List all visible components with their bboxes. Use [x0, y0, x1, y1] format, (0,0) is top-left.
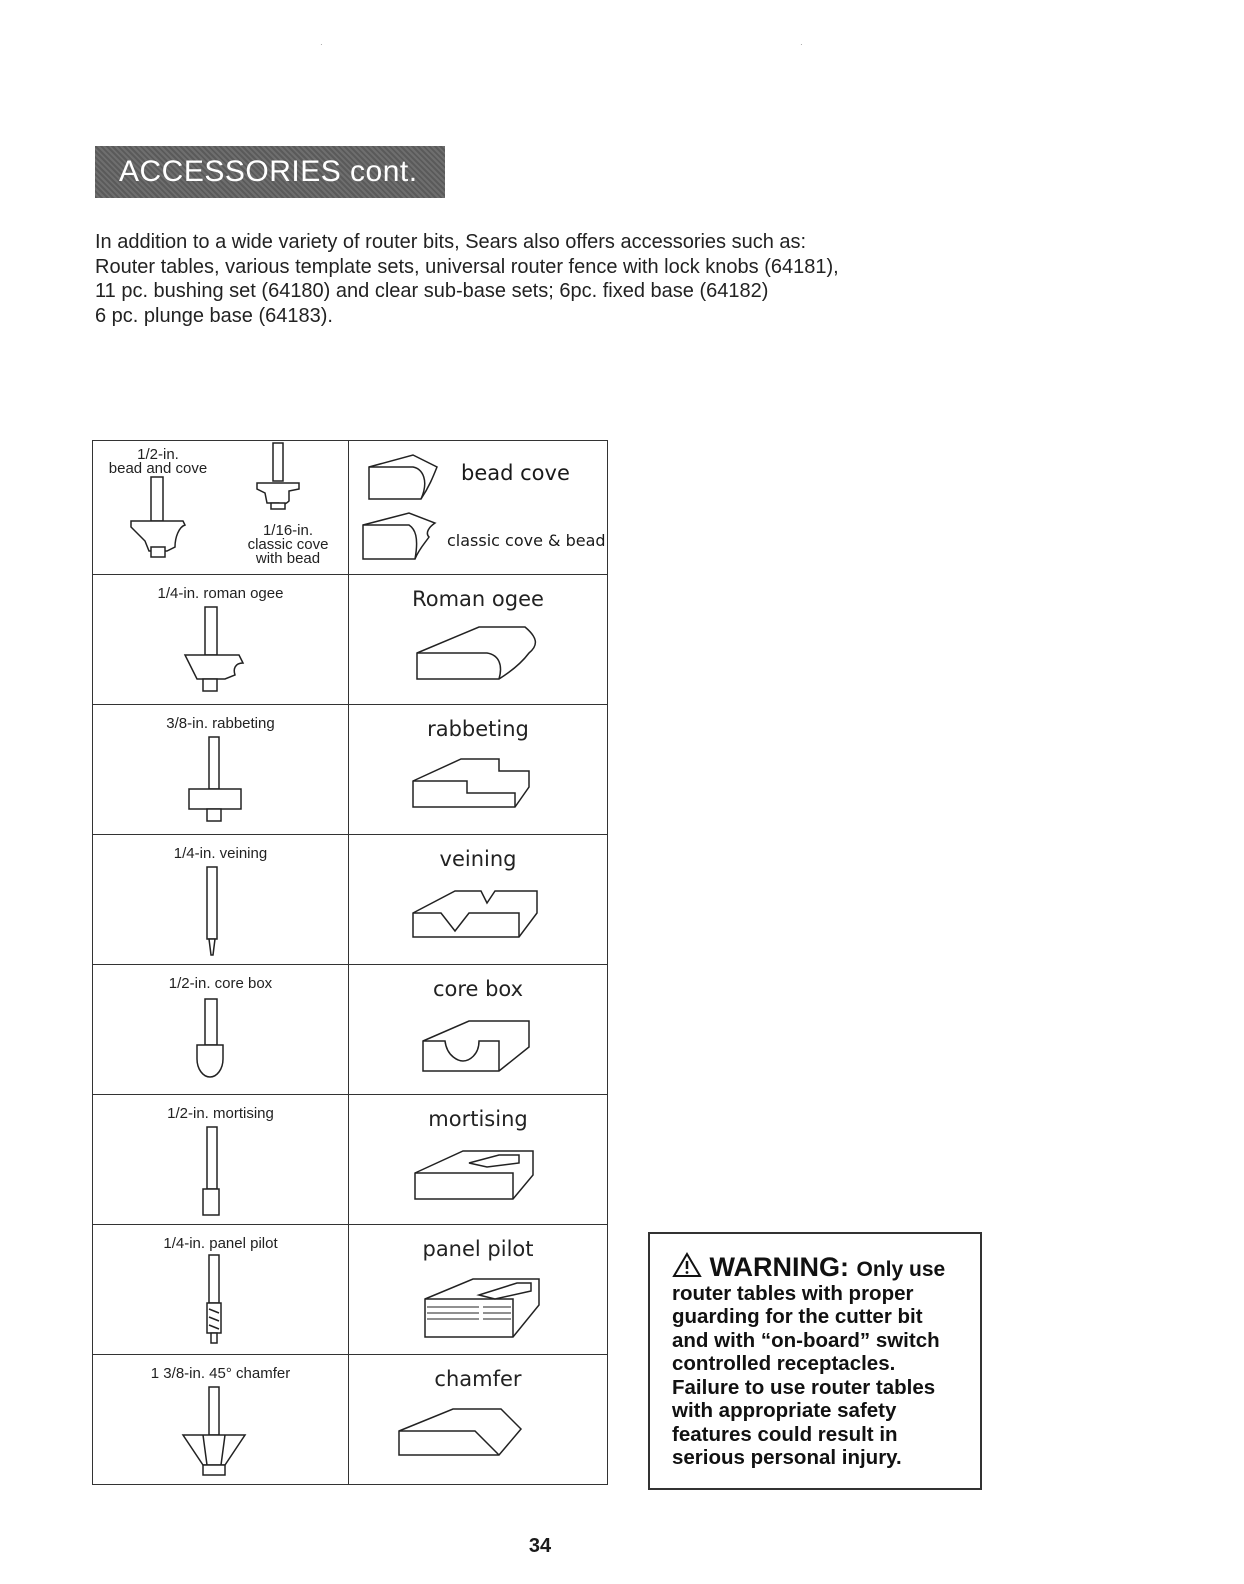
bit-size-label: 1/2-in.	[137, 446, 179, 463]
chamfer-bit-icon	[93, 1383, 348, 1483]
warning-label: WARNING:	[709, 1252, 849, 1282]
bit-label: 1/4-in. roman ogee	[157, 585, 284, 602]
profile-cell	[349, 575, 608, 705]
profile-cell	[349, 835, 608, 965]
profile-label: chamfer	[434, 1367, 522, 1391]
table-row	[93, 1095, 608, 1225]
roman-ogee-bit-icon	[93, 603, 348, 703]
section-header: ACCESSORIES cont.	[95, 146, 445, 198]
bit-label: 1/2-in. core box	[168, 975, 273, 992]
warning-title	[672, 1252, 962, 1282]
bit-label: 1/2-in. mortising	[167, 1105, 274, 1122]
intro-line: 11 pc. bushing set (64180) and clear sub-base sets; 6pc. fixed base (64182)	[95, 280, 769, 302]
warning-label-suffix: Only use	[856, 1258, 946, 1281]
warning-line: serious personal injury.	[672, 1446, 902, 1469]
bit-size-label: 1/16-in.	[262, 522, 314, 539]
warning-line: features could result in	[672, 1422, 898, 1446]
core-box-bit-icon	[93, 993, 348, 1093]
profile-cell	[349, 441, 608, 575]
panel-pilot-bit-icon	[93, 1253, 348, 1353]
bit-label: 1/4-in. veining	[173, 845, 268, 862]
core-box-profile-icon	[349, 1007, 607, 1097]
bit-name-label: classic cove	[247, 536, 329, 553]
bit-name-label: with bead	[255, 550, 321, 567]
profile-cell	[349, 1355, 608, 1485]
chamfer-profile-icon	[349, 1397, 607, 1487]
scan-speck: ·	[320, 40, 323, 49]
panel-pilot-profile-icon	[349, 1267, 607, 1357]
intro-paragraph	[95, 230, 995, 328]
intro-line: In addition to a wide variety of router bits, Sears also offers accessories such as:	[95, 231, 807, 253]
bit-label: 3/8-in. rabbeting	[166, 715, 275, 732]
bit-label: 1 3/8-in. 45° chamfer	[150, 1365, 291, 1382]
rabbeting-profile-icon	[349, 747, 607, 837]
bit-cell	[93, 835, 349, 965]
mortising-bit-icon	[93, 1123, 348, 1223]
profile-label: classic cove & bead	[447, 531, 606, 550]
warning-line: with appropriate safety	[672, 1399, 897, 1422]
profile-cell	[349, 1095, 608, 1225]
veining-profile-icon	[349, 877, 607, 967]
profile-cell	[349, 965, 608, 1095]
profile-label: panel pilot	[422, 1237, 534, 1261]
table-row	[93, 441, 608, 575]
bit-cell	[93, 575, 349, 705]
profile-cell	[349, 705, 608, 835]
mortising-profile-icon	[349, 1137, 607, 1227]
bit-cell	[93, 965, 349, 1095]
profile-label: veining	[439, 847, 517, 871]
profile-cell	[349, 1225, 608, 1355]
warning-line: Failure to use router tables	[672, 1375, 936, 1399]
bit-cell	[93, 1225, 349, 1355]
bit-cell	[93, 1355, 349, 1485]
scan-speck: ·	[800, 40, 803, 49]
intro-line: 6 pc. plunge base (64183).	[95, 304, 333, 327]
table-row	[93, 1355, 608, 1485]
table-row	[93, 575, 608, 705]
intro-line: Router tables, various template sets, universal router fence with lock knobs (64181),	[95, 255, 839, 278]
warning-line: guarding for the cutter bit	[672, 1305, 923, 1328]
profile-label: bead cove	[461, 461, 570, 485]
page-number: 34	[528, 1535, 552, 1557]
bit-cell	[93, 1095, 349, 1225]
warning-triangle-icon	[672, 1252, 702, 1278]
table-row	[93, 835, 608, 965]
roman-ogee-profile-icon	[349, 617, 607, 707]
warning-line: and with “on-board” switch	[672, 1328, 940, 1352]
bit-cell	[93, 705, 349, 835]
table-row	[93, 1225, 608, 1355]
warning-line: controlled receptacles.	[672, 1352, 896, 1375]
warning-box	[648, 1232, 982, 1490]
veining-bit-icon	[93, 863, 348, 963]
warning-line: router tables with proper	[672, 1281, 914, 1305]
bit-name-label: bead and cove	[108, 460, 208, 477]
table-row	[93, 705, 608, 835]
profile-label: core box	[432, 977, 524, 1001]
bit-cell	[93, 441, 349, 575]
profile-label: mortising	[428, 1107, 528, 1131]
profile-label: rabbeting	[427, 717, 529, 741]
bit-label: 1/4-in. panel pilot	[163, 1235, 278, 1252]
router-bits-table	[92, 440, 608, 1485]
table-row	[93, 965, 608, 1095]
profile-label: Roman ogee	[412, 587, 544, 611]
rabbeting-bit-icon	[93, 733, 348, 833]
